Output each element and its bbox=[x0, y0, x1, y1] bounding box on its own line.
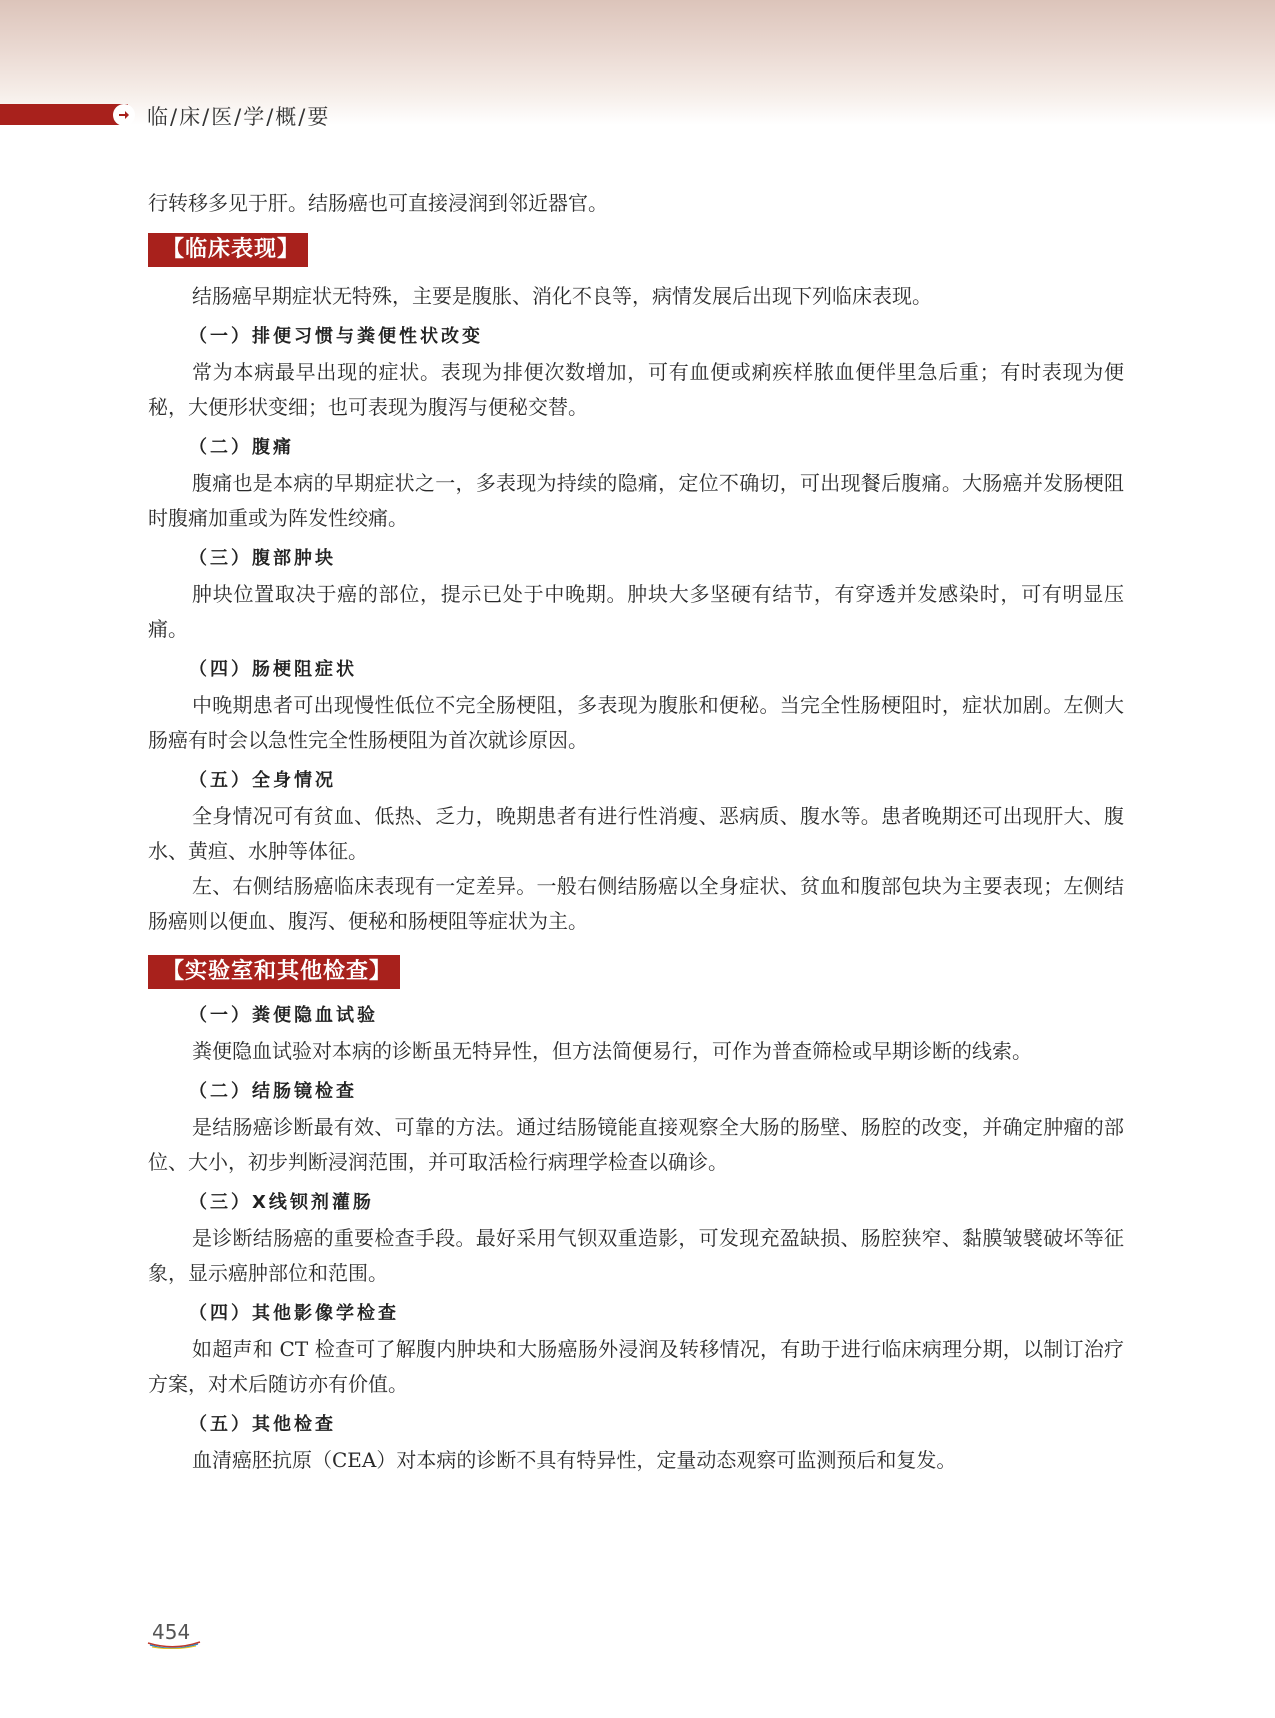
paragraph: 全身情况可有贫血、低热、乏力，晚期患者有进行性消瘦、恶病质、腹水等。患者晚期还可出现肝大、腹水、黄疸、水肿等体征。 bbox=[148, 804, 1124, 863]
section-lab-exams bbox=[148, 955, 1124, 989]
section-clinical-manifestations bbox=[148, 233, 1124, 267]
subheading: （五）其他检查 bbox=[189, 1414, 336, 1435]
book-title: 临/床/医/学/概/要 bbox=[147, 105, 331, 129]
paragraph: 血清癌胚抗原（CEA）对本病的诊断不具有特异性，定量动态观察可监测预后和复发。 bbox=[192, 1448, 957, 1472]
page-content bbox=[148, 186, 1124, 1478]
paragraph: 腹痛也是本病的早期症状之一，多表现为持续的隐痛，定位不确切，可出现餐后腹痛。大肠癌并发肠梗阻时腹痛加重或为阵发性绞痛。 bbox=[148, 471, 1124, 530]
subheading: （三）腹部肿块 bbox=[189, 548, 336, 569]
paragraph: 粪便隐血试验对本病的诊断虽无特异性，但方法简便易行，可作为普查筛检或早期诊断的线索。 bbox=[192, 1039, 1032, 1063]
page-number: 454 bbox=[152, 1620, 191, 1644]
paragraph: 常为本病最早出现的症状。表现为排便次数增加，可有血便或痢疾样脓血便伴里急后重；有时表现为便秘，大便形状变细；也可表现为腹泻与便秘交替。 bbox=[148, 360, 1124, 419]
header-accent-bar bbox=[0, 104, 128, 125]
subheading: （三）X线钡剂灌肠 bbox=[189, 1192, 374, 1213]
subheading: （四）其他影像学检查 bbox=[189, 1303, 399, 1324]
paragraph: 是诊断结肠癌的重要检查手段。最好采用气钡双重造影，可发现充盈缺损、肠腔狭窄、黏膜皱襞破坏等征象，显示癌肿部位和范围。 bbox=[148, 1226, 1124, 1285]
subheading: （四）肠梗阻症状 bbox=[189, 659, 357, 680]
continued-paragraph: 行转移多见于肝。结肠癌也可直接浸润到邻近器官。 bbox=[148, 191, 608, 215]
paragraph: 如超声和 CT 检查可了解腹内肿块和大肠癌肠外浸润及转移情况，有助于进行临床病理分期，以制订治疗方案，对术后随访亦有价值。 bbox=[148, 1337, 1124, 1396]
section-title: 【临床表现】 bbox=[148, 233, 308, 267]
section-intro: 结肠癌早期症状无特殊，主要是腹胀、消化不良等，病情发展后出现下列临床表现。 bbox=[192, 284, 932, 308]
paragraph: 肿块位置取决于癌的部位，提示已处于中晚期。肿块大多坚硬有结节，有穿透并发感染时，可有明显压痛。 bbox=[148, 582, 1124, 641]
subheading: （一）排便习惯与粪便性状改变 bbox=[189, 326, 483, 347]
section-title: 【实验室和其他检查】 bbox=[148, 955, 400, 989]
subheading: （一）粪便隐血试验 bbox=[189, 1005, 378, 1026]
paragraph: 是结肠癌诊断最有效、可靠的方法。通过结肠镜能直接观察全大肠的肠壁、肠腔的改变，并确定肿瘤的部位、大小，初步判断浸润范围，并可取活检行病理学检查以确诊。 bbox=[148, 1115, 1124, 1174]
paragraph: 中晚期患者可出现慢性低位不完全肠梗阻，多表现为腹胀和便秘。当完全性肠梗阻时，症状加剧。左侧大肠癌有时会以急性完全性肠梗阻为首次就诊原因。 bbox=[148, 693, 1124, 752]
arrow-right-icon bbox=[113, 104, 135, 126]
subheading: （五）全身情况 bbox=[189, 770, 336, 791]
subheading: （二）腹痛 bbox=[189, 437, 294, 458]
page-number-swoosh bbox=[146, 1639, 202, 1649]
subheading: （二）结肠镜检查 bbox=[189, 1081, 357, 1102]
paragraph: 左、右侧结肠癌临床表现有一定差异。一般右侧结肠癌以全身症状、贫血和腹部包块为主要表现；左侧结肠癌则以便血、腹泻、便秘和肠梗阻等症状为主。 bbox=[148, 874, 1124, 933]
